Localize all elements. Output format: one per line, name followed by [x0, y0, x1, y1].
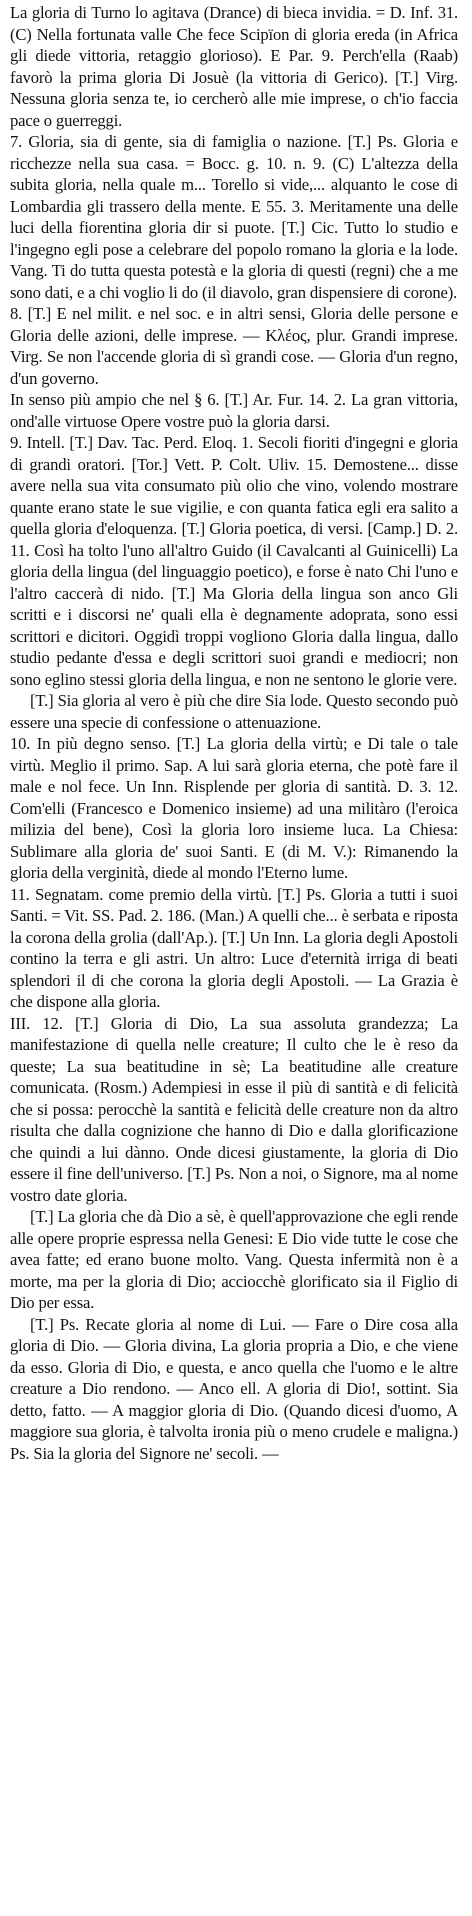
entry-paragraph: In senso più ampio che nel § 6. [T.] Ar. Fur. 14. 2. La gran vittoria, ond'alle virtuose Opere vostre può la gloria darsi. — [10, 390, 458, 431]
entry-paragraph: 8. [T.] E nel milit. e nel soc. e in altri sensi, Gloria delle persone e Gloria delle azioni, delle imprese. — Κλέος, plur. Grandi imprese. Virg. Se non l'accende gloria di sì grandi cose. — Gloria d'un regno, d'un governo. — [10, 304, 458, 388]
entry-paragraph: III. 12. [T.] Gloria di Dio, La sua assoluta grandezza; La manifestazione di quella nelle creature; Il culto che le è reso da queste; La sua beatitudine in sè; La beatitudine alle creature comunicata. (Rosm.) Adempiesi in esse il più di santità e di felicità che si possa: perocchè la santità e felicità delle creature non da altro risulta che dalla cognizione che hanno di Dio e dalla glorificazione che quindi a lui dànno. Onde dicesi giustamente, la gloria di Dio essere il fine dell'universo. [T.] Ps. Non a noi, o Signore, ma al nome vostro date gloria. — [10, 1013, 458, 1205]
entry-paragraph: La gloria di Turno lo agitava (Drance) di bieca invidia. = D. Inf. 31. (C) Nella fortunata valle Che fece Scipïon di gloria ereda (in Africa gli diede vittoria, retaggio glorioso). E Par. 9. Perch'ella (Raab) favorò la prima gloria Di Josuè (la vittoria di Gerico). [T.] Virg. Nessuna gloria senza te, io cercherò alle mie imprese, o ch'io faccia pace o guerreggi. — [10, 3, 458, 130]
entry-paragraph: [T.] Ps. Recate gloria al nome di Lui. — Fare o Dire cosa alla gloria di Dio. — Gloria divina, La gloria propria a Dio, e che viene da esso. Gloria di Dio, e questa, e anco quella che l'uomo e le altre creature a Dio rendono. — Anco ell. A gloria di Dio!, sottint. Sia detto, fatto. — A maggior gloria di Dio. (Quando dicesi d'uomo, A maggiore sua gloria, è talvolta ironia più o meno crudele e maligna.) Ps. Sia la gloria del Signore ne' secoli. — — [10, 1314, 458, 1463]
entry-paragraph: 9. Intell. [T.] Dav. Tac. Perd. Eloq. 1. Secoli fioriti d'ingegni e gloria di grandi oratori. [Tor.] Vett. P. Colt. Uliv. 15. Demostene... disse avere nella sua vita consumato più olio che vino, volendo mostrare quante erano state le sue vigilie, e con quanta fatica egli era salito a quella gloria d'eloquenza. [T.] Gloria poetica, di versi. [Camp.] D. 2. 11. Così ha tolto l'uno all'altro Guido (il Cavalcanti al Guinicelli) La gloria della lingua (del linguaggio poetico), e forse è nato Chi l'uno e l'altro caccerà di nido. [T.] Ma Gloria della lingua son anco Gli scritti e i discorsi ne' quali ella è degnamente adoprata, sono essi scrittori e dicitori. Oggidì troppi vogliono Gloria dalla lingua, dallo studio pedante d'essa e degli scrittori suoi grandi e mediocri; non sono eglino stessi gloria della lingua, e non ne sentono le glorie vere. — [10, 433, 458, 689]
entry-paragraph: 7. Gloria, sia di gente, sia di famiglia o nazione. [T.] Ps. Gloria e ricchezze nella sua casa. = Bocc. g. 10. n. 9. (C) L'altezza della subita gloria, nella quale m... Torello si vide,... alquanto le cose di Lombardia gli trassero della mente. E 55. 3. Meritamente una delle luci della fiorentina gloria dir si puote. [T.] Cic. Tutto lo studio e l'ingegno egli pose a celebrare del popolo romano la gloria e la lode. Vang. Ti do tutta questa potestà e la gloria di questi (regni) che a me sono dati, e a chi voglio li do (il diavolo, gran dispensiere di corone). — [10, 132, 458, 302]
entry-paragraph: [T.] La gloria che dà Dio a sè, è quell'approvazione che egli rende alle opere proprie espressa nella Genesi: E Dio vide tutte le cose che avea fatte; ed erano buone molto. Vang. Questa infermità non è a morte, ma per la gloria di Dio; acciocchè glorificato sia il Figlio di Dio per essa. — [10, 1207, 458, 1312]
entry-paragraph: 10. In più degno senso. [T.] La gloria della virtù; e Di tale o tale virtù. Meglio il primo. Sap. A lui sarà gloria eterna, che potè fare il male e nol fece. Un Inn. Risplende per gloria di santità. D. 3. 12. Com'elli (Francesco e Domenico insieme) ad una militàro (l'eroica milizia del bene), Così la gloria loro insieme luca. La Chiesa: Sublimare alla gloria de' suoi Santi. E (di M. V.): Rimanendo la gloria della verginità, diede al mondo l'Eterno lume. — [10, 734, 458, 882]
entry-paragraph: 11. Segnatam. come premio della virtù. [T.] Ps. Gloria a tutti i suoi Santi. = Vit. SS. Pad. 2. 186. (Man.) A quelli che... è serbata e riposta la corona della grolia (dall'Ap.). [T.] Un Inn. La gloria degli Apostoli contino la terra e gli astri. Un altro: Luce d'eternità irriga di beati splendori il di che corona la gloria degli Apostoli. — La Grazia è che dispone alla gloria. — [10, 884, 458, 1011]
entry-paragraph: [T.] Sia gloria al vero è più che dire Sia lode. Questo secondo può essere una specie di confessione o attenuazione. — [10, 691, 458, 732]
dictionary-entry-gloria — [10, 2, 458, 1464]
